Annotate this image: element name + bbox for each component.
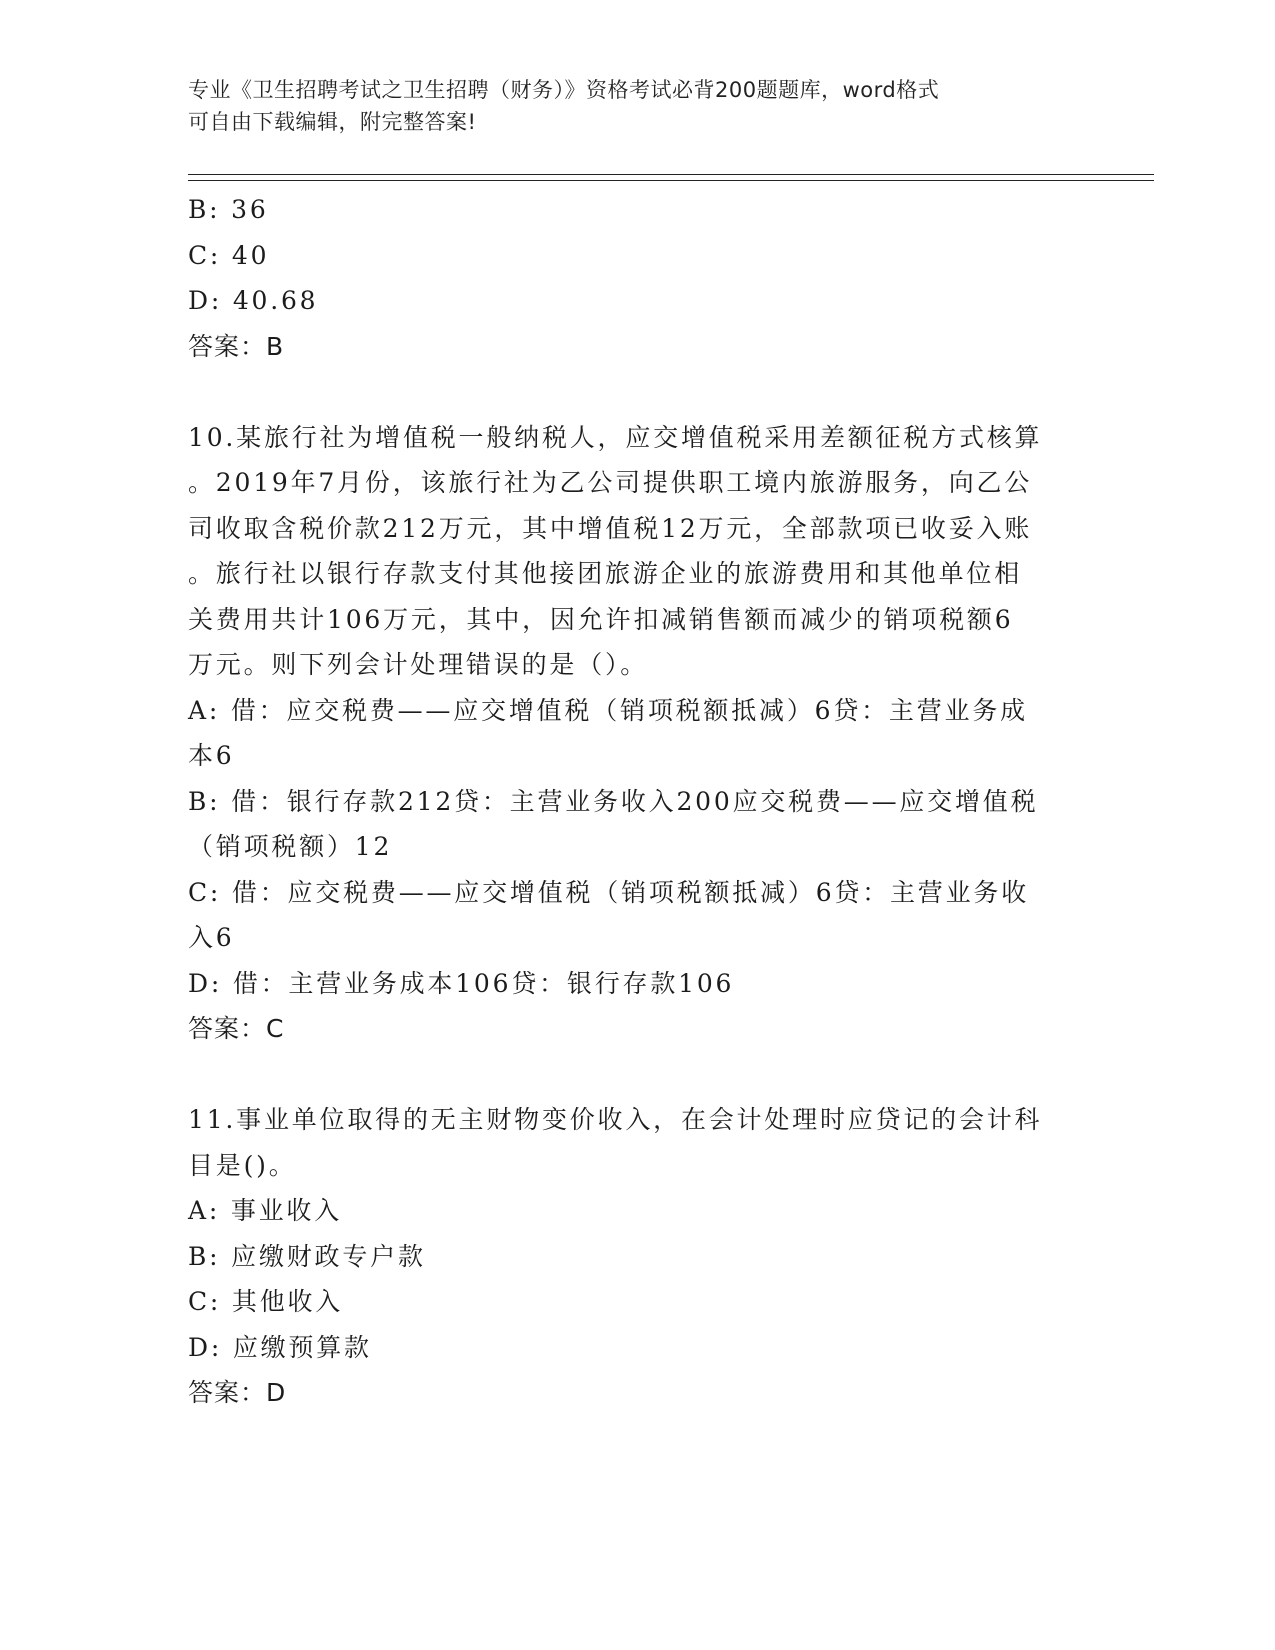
question-stem-line: 目是()。	[188, 1150, 297, 1180]
document-body	[188, 187, 1078, 1416]
option-a: A: 借：应交税费——应交增值税（销项税额抵减）6贷：主营业务成	[188, 695, 1028, 725]
document-header	[188, 74, 1068, 138]
answer: 答案：C	[188, 1014, 285, 1043]
option-c: C: 借：应交税费——应交增值税（销项税额抵减）6贷：主营业务收	[188, 877, 1030, 907]
question-11	[188, 1097, 1078, 1416]
question-10	[188, 415, 1078, 1052]
option-c: C: 其他收入	[188, 1287, 344, 1316]
question-stem-line: 11.事业单位取得的无主财物变价收入，在会计处理时应贷记的会计科	[188, 1105, 1043, 1134]
spacer	[188, 1052, 1078, 1098]
question-stem-line: 万元。则下列会计处理错误的是（）。	[188, 650, 649, 679]
option-d: D: 借：主营业务成本106贷：银行存款106	[188, 968, 735, 998]
spacer	[188, 369, 1078, 415]
option-d: D: 应缴预算款	[188, 1332, 372, 1362]
answer: 答案：D	[188, 1378, 287, 1407]
question-stem-line: 关费用共计106万元，其中，因允许扣减销售额而减少的销项税额6	[188, 604, 1014, 634]
option-b: B: 借：银行存款212贷：主营业务收入200应交税费——应交增值税	[188, 786, 1039, 816]
header-rule-top	[188, 174, 1154, 175]
question-stem-line: 10.某旅行社为增值税一般纳税人，应交增值税采用差额征税方式核算	[188, 422, 1043, 452]
question-stem-line: 。2019年7月份，该旅行社为乙公司提供职工境内旅游服务，向乙公	[188, 468, 1033, 497]
header-rule-bottom	[188, 180, 1154, 181]
answer: 答案：B	[188, 331, 285, 361]
option-c-continued: 入6	[188, 923, 235, 952]
header-line-2: 可自由下载编辑，附完整答案!	[188, 110, 477, 134]
option-d: D: 40.68	[188, 286, 319, 315]
option-c: C: 40	[188, 240, 270, 270]
option-b-continued: （销项税额）12	[188, 832, 393, 861]
option-b: B: 36	[188, 195, 269, 224]
question-stem-line: 司收取含税价款212万元，其中增值税12万元，全部款项已收妥入账	[188, 513, 1033, 543]
option-b: B: 应缴财政专户款	[188, 1241, 426, 1271]
question-stem-line: 。旅行社以银行存款支付其他接团旅游企业的旅游费用和其他单位相	[188, 559, 1023, 588]
header-line-1: 专业《卫生招聘考试之卫生招聘（财务）》资格考试必背200题题库，word格式	[188, 78, 940, 102]
previous-question-tail	[188, 187, 1078, 369]
option-a: A: 事业收入	[188, 1196, 343, 1225]
option-a-continued: 本6	[188, 741, 235, 770]
